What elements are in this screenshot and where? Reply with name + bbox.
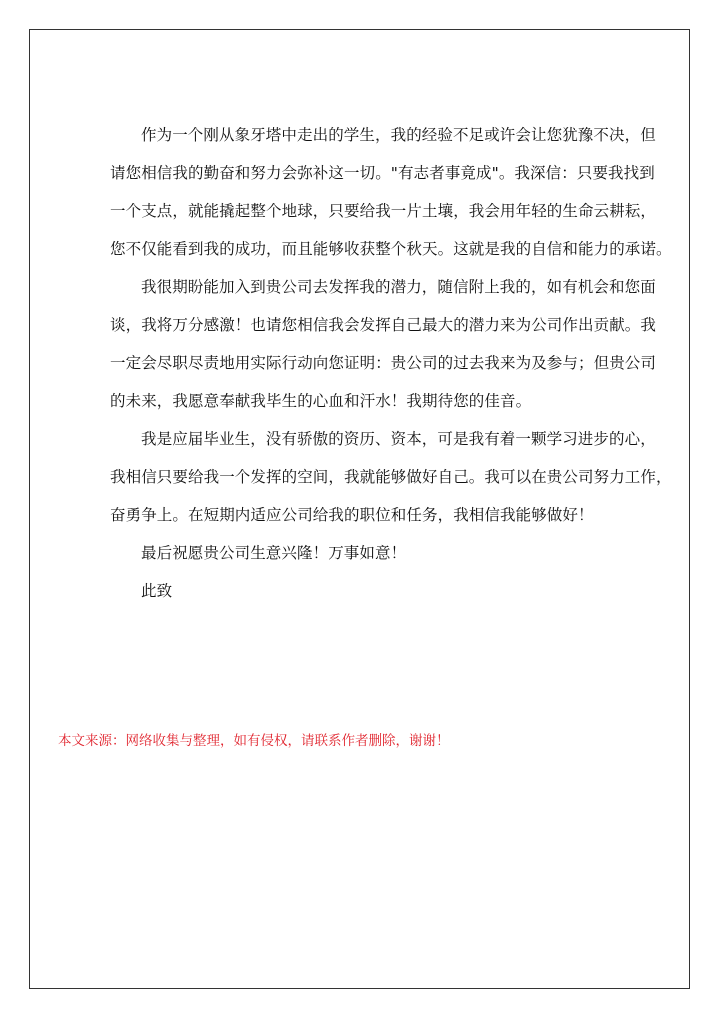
paragraph-1-line-2: 请您相信我的勤奋和努力会弥补这一切。"有志者事竟成"。我深信：只要我找到 bbox=[110, 164, 655, 182]
source-disclaimer: 本文来源：网络收集与整理，如有侵权，请联系作者删除，谢谢！ bbox=[58, 733, 450, 749]
paragraph-2-line-2: 谈，我将万分感激！也请您相信我会发挥自己最大的潜力来为公司作出贡献。我 bbox=[110, 316, 657, 334]
paragraph-1-line-4: 您不仅能看到我的成功，而且能够收获整个秋天。这就是我的自信和能力的承诺。 bbox=[110, 240, 672, 258]
paragraph-1-line-1: 作为一个刚从象牙塔中走出的学生，我的经验不足或许会让您犹豫不决，但 bbox=[141, 126, 656, 144]
page-frame bbox=[29, 29, 690, 989]
closing-salutation: 此致 bbox=[141, 582, 173, 600]
paragraph-3-line-3: 奋勇争上。在短期内适应公司给我的职位和任务，我相信我能够做好！ bbox=[110, 506, 594, 524]
paragraph-2-line-4: 的未来，我愿意奉献我毕生的心血和汗水！我期待您的佳音。 bbox=[110, 392, 532, 410]
paragraph-2-line-1: 我很期盼能加入到贵公司去发挥我的潜力，随信附上我的，如有机会和您面 bbox=[141, 278, 656, 296]
paragraph-3-line-2: 我相信只要给我一个发挥的空间，我就能够做好自己。我可以在贵公司努力工作， bbox=[110, 468, 672, 486]
paragraph-3-line-1: 我是应届毕业生，没有骄傲的资历、资本，可是我有着一颗学习进步的心， bbox=[141, 430, 656, 448]
paragraph-1-line-3: 一个支点，就能撬起整个地球，只要给我一片土壤，我会用年轻的生命云耕耘， bbox=[110, 202, 657, 220]
closing-wish: 最后祝愿贵公司生意兴隆！万事如意！ bbox=[141, 544, 407, 562]
paragraph-2-line-3: 一定会尽职尽责地用实际行动向您证明：贵公司的过去我来为及参与；但贵公司 bbox=[110, 354, 657, 372]
